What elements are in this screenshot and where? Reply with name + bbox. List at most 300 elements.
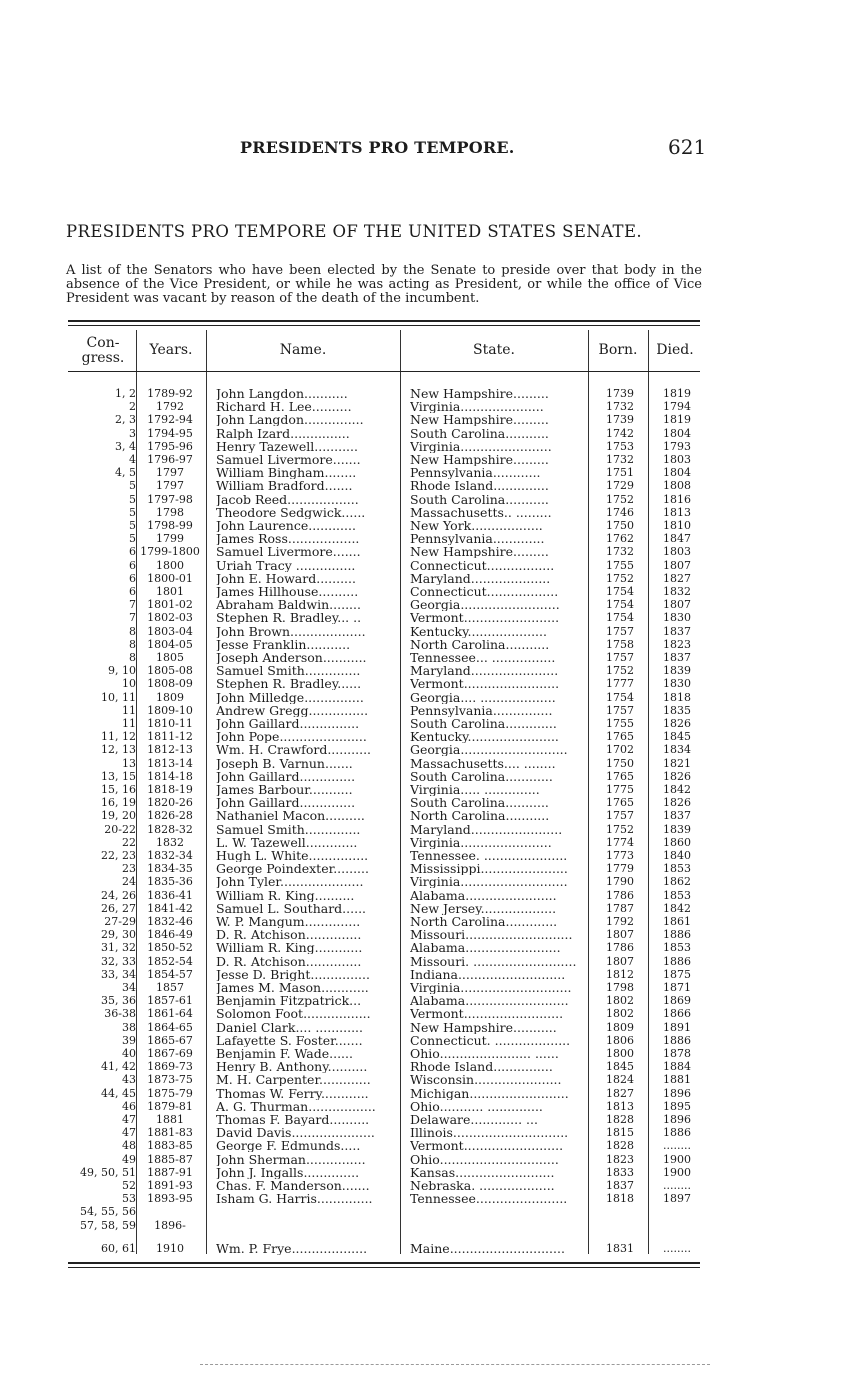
name-cell: Stephen R. Bradley... ..	[216, 611, 362, 625]
died-cell: 1853	[663, 888, 691, 902]
congress-cell: 11	[122, 703, 136, 717]
died-cell: 1895	[663, 1099, 691, 1113]
congress-cell: 5	[129, 519, 136, 532]
congress-cell: 49, 50, 51	[80, 1165, 136, 1179]
years-cell: 1857-61	[147, 994, 193, 1008]
died-cell: 1886	[663, 1033, 691, 1047]
table-top-rule	[68, 320, 700, 322]
born-cell: 1800	[606, 1047, 634, 1060]
died-cell: 1847	[663, 532, 691, 546]
died-cell: 1834	[663, 743, 691, 757]
years-cell: 1852-54	[147, 954, 193, 968]
born-cell: 1775	[606, 783, 634, 796]
congress-cell: 57, 58, 59	[80, 1218, 136, 1232]
born-cell: 1779	[606, 862, 634, 876]
name-cell: Hugh L. White...............	[216, 849, 369, 862]
years-cell: 1828-32	[147, 822, 193, 836]
years-cell: 1810-11	[147, 717, 193, 730]
congress-cell: 2, 3	[115, 413, 136, 427]
died-cell: 1884	[663, 1060, 691, 1074]
died-cell: 1835	[663, 703, 691, 717]
years-cell: 1879-81	[147, 1099, 193, 1113]
died-cell: 1842	[663, 783, 691, 796]
congress-cell: 46	[122, 1099, 136, 1113]
years-cell: 1881	[156, 1113, 184, 1126]
born-cell: 1739	[606, 387, 634, 400]
name-cell: D. R. Atchison..............	[216, 928, 362, 942]
died-cell: 1818	[663, 690, 691, 704]
state-cell: Alabama.......................	[410, 888, 557, 902]
name-cell: William Bradford.......	[216, 479, 353, 493]
years-cell: 1808-09	[147, 677, 193, 691]
state-cell: South Carolina.............	[410, 717, 557, 730]
state-cell: New Hampshire...........	[410, 1020, 557, 1034]
born-cell: 1757	[606, 703, 634, 717]
column-divider	[206, 330, 207, 1254]
died-cell: 1886	[663, 928, 691, 942]
state-cell: New Hampshire.........	[410, 453, 549, 466]
congress-cell: 10, 11	[101, 690, 136, 704]
died-cell: 1807	[663, 558, 691, 572]
years-cell: 1799	[156, 532, 184, 546]
born-cell: 1806	[606, 1033, 634, 1047]
died-cell: 1875	[663, 967, 691, 981]
state-cell: Georgia...........................	[410, 743, 568, 757]
header-congress: Con- gress.	[81, 335, 125, 366]
congress-cell: 38	[122, 1020, 136, 1034]
header-rule	[68, 371, 700, 372]
name-cell: John Milledge...............	[216, 690, 364, 704]
born-cell: 1765	[606, 796, 634, 810]
table-bottom-rule-inner	[68, 1267, 700, 1268]
state-cell: North Carolina...........	[410, 637, 550, 651]
state-cell: Pennsylvania.............	[410, 532, 545, 546]
died-cell: 1826	[663, 769, 691, 783]
died-cell: 1813	[663, 505, 691, 519]
born-cell: 1752	[606, 822, 634, 836]
born-cell: 1751	[606, 466, 634, 480]
died-cell: 1860	[663, 835, 691, 849]
congress-cell: 35, 36	[101, 994, 136, 1008]
name-cell: Solomon Foot.................	[216, 1007, 371, 1021]
congress-cell: 6	[129, 571, 136, 585]
died-cell: 1832	[663, 585, 691, 598]
congress-cell: 32, 33	[101, 954, 136, 968]
table-top-rule-inner	[68, 325, 700, 326]
born-cell: 1827	[606, 1086, 634, 1100]
congress-cell: 1, 2	[115, 387, 136, 400]
column-divider	[400, 330, 401, 1254]
page-title: PRESIDENTS PRO TEMPORE OF THE UNITED STATES SENATE.	[66, 222, 643, 241]
name-cell: William Bingham........	[216, 466, 357, 480]
name-cell: James Barbour...........	[216, 783, 353, 796]
died-cell: 1819	[663, 413, 691, 427]
congress-cell: 3, 4	[115, 439, 136, 453]
congress-cell: 6	[129, 545, 136, 559]
header-died: Died.	[656, 342, 694, 358]
years-cell: 1885-87	[147, 1152, 193, 1166]
congress-cell: 52	[122, 1179, 136, 1192]
name-cell: Samuel Smith..............	[216, 664, 361, 678]
died-cell: 1821	[663, 756, 691, 770]
state-cell: Virginia.......................	[410, 439, 552, 453]
born-cell: 1755	[606, 558, 634, 572]
died-cell: 1839	[663, 664, 691, 678]
born-cell: 1754	[606, 598, 634, 612]
name-cell: John J. Ingalls..............	[216, 1165, 360, 1179]
congress-cell: 22	[122, 835, 136, 849]
born-cell: 1758	[606, 637, 634, 651]
died-cell: 1896	[663, 1086, 691, 1100]
state-cell: Delaware............. ...	[410, 1113, 538, 1126]
name-cell: Henry Tazewell...........	[216, 439, 358, 453]
state-cell: Michigan.........................	[410, 1086, 569, 1100]
congress-cell: 8	[129, 624, 136, 638]
congress-cell: 24	[122, 875, 136, 889]
name-cell: Abraham Baldwin........	[216, 598, 361, 612]
died-cell: 1830	[663, 677, 691, 691]
years-cell: 1910	[156, 1241, 184, 1255]
born-cell: 1824	[606, 1073, 634, 1087]
state-cell: Ohio..............................	[410, 1152, 559, 1166]
years-cell: 1797	[156, 466, 184, 480]
name-cell: L. W. Tazewell.............	[216, 835, 358, 849]
years-cell: 1792	[156, 400, 184, 414]
born-cell: 1750	[606, 756, 634, 770]
state-cell: South Carolina...........	[410, 796, 549, 810]
died-cell: 1840	[663, 849, 691, 862]
name-cell: Benjamin Fitzpatrick...	[216, 994, 362, 1008]
congress-cell: 13, 15	[101, 769, 136, 783]
years-cell: 1857	[156, 981, 184, 994]
congress-cell: 33, 34	[101, 967, 136, 981]
born-cell: 1750	[606, 519, 634, 532]
years-cell: 1869-73	[147, 1060, 193, 1074]
died-cell: 1871	[663, 981, 691, 994]
years-cell: 1864-65	[147, 1020, 193, 1034]
years-cell: 1811-12	[147, 730, 193, 744]
years-cell: 1794-95	[147, 426, 193, 440]
state-cell: Vermont........................	[410, 677, 560, 691]
name-cell: Ralph Izard...............	[216, 426, 350, 440]
died-cell: 1897	[663, 1192, 691, 1206]
died-cell: 1823	[663, 637, 691, 651]
state-cell: Missouri. ..........................	[410, 954, 577, 968]
years-cell: 1818-19	[147, 783, 193, 796]
years-cell: 1891-93	[147, 1179, 193, 1192]
died-cell: 1804	[663, 426, 691, 440]
born-cell: 1815	[606, 1126, 634, 1140]
born-cell: 1809	[606, 1020, 634, 1034]
years-cell: 1799-1800	[140, 545, 200, 559]
died-cell: 1866	[663, 1007, 691, 1021]
died-cell: 1803	[663, 453, 691, 466]
died-cell: 1827	[663, 571, 691, 585]
born-cell: 1754	[606, 690, 634, 704]
column-divider	[588, 330, 589, 1254]
years-cell: 1867-69	[147, 1047, 193, 1060]
born-cell: 1753	[606, 439, 634, 453]
born-cell: 1757	[606, 624, 634, 638]
congress-cell: 7	[129, 598, 136, 612]
years-cell: 1826-28	[147, 809, 193, 823]
state-cell: Virginia..... ..............	[410, 783, 540, 796]
header-name: Name.	[279, 342, 327, 358]
congress-cell: 8	[129, 637, 136, 651]
state-cell: Vermont.........................	[410, 1139, 564, 1153]
state-cell: New Hampshire.........	[410, 413, 549, 427]
years-cell: 1802-03	[147, 611, 193, 625]
born-cell: 1812	[606, 967, 634, 981]
years-cell: 1792-94	[147, 413, 193, 427]
name-cell: Thomas F. Bayard..........	[216, 1113, 370, 1126]
congress-cell: 20-22	[104, 822, 136, 836]
died-cell: 1826	[663, 796, 691, 810]
years-cell: 1798-99	[147, 519, 193, 532]
congress-cell: 4	[129, 453, 136, 466]
died-cell: 1810	[663, 519, 691, 532]
name-cell: Uriah Tracy ...............	[216, 558, 356, 572]
years-cell: 1861-64	[147, 1007, 193, 1021]
congress-cell: 9, 10	[108, 664, 136, 678]
name-cell: Richard H. Lee..........	[216, 400, 352, 414]
state-cell: Mississippi......................	[410, 862, 568, 876]
name-cell: Samuel Smith..............	[216, 822, 361, 836]
born-cell: 1732	[606, 545, 634, 559]
years-cell: 1803-04	[147, 624, 193, 638]
name-cell: Samuel Livermore.......	[216, 545, 361, 559]
name-cell: John Laurence............	[216, 519, 356, 532]
died-cell: 1837	[663, 651, 691, 664]
born-cell: 1802	[606, 994, 634, 1008]
name-cell: Jacob Reed..................	[216, 492, 359, 506]
header-state: State.	[473, 342, 515, 358]
years-cell: 1813-14	[147, 756, 193, 770]
years-cell: 1881-83	[147, 1126, 193, 1140]
died-cell: 1900	[663, 1152, 691, 1166]
died-cell: 1793	[663, 439, 691, 453]
name-cell: A. G. Thurman.................	[216, 1099, 376, 1113]
state-cell: Illinois.............................	[410, 1126, 569, 1140]
state-cell: Virginia.......................	[410, 835, 552, 849]
congress-cell: 5	[129, 505, 136, 519]
name-cell: James M. Mason............	[216, 981, 369, 994]
state-cell: Alabama..........................	[410, 994, 569, 1008]
state-cell: Kentucky....................	[410, 624, 547, 638]
died-cell: 1886	[663, 954, 691, 968]
congress-cell: 7	[129, 611, 136, 625]
born-cell: 1746	[606, 505, 634, 519]
born-cell: 1833	[606, 1165, 634, 1179]
died-cell: 1881	[663, 1073, 691, 1087]
state-cell: Tennessee.......................	[410, 1192, 568, 1206]
born-cell: 1831	[606, 1241, 634, 1255]
congress-cell: 27-29	[104, 915, 136, 928]
died-cell: 1816	[663, 492, 691, 506]
running-title: PRESIDENTS PRO TEMPORE.	[240, 138, 515, 157]
congress-cell: 4, 5	[115, 466, 136, 480]
state-cell: Tennessee... ................	[410, 651, 556, 664]
congress-cell: 15, 16	[101, 783, 136, 796]
born-cell: 1813	[606, 1099, 634, 1113]
years-cell: 1834-35	[147, 862, 193, 876]
years-cell: 1805-08	[147, 664, 193, 678]
congress-cell: 49	[122, 1152, 136, 1166]
state-cell: North Carolina...........	[410, 809, 550, 823]
column-divider	[136, 330, 137, 1254]
name-cell: Theodore Sedgwick......	[216, 505, 366, 519]
years-cell: 1812-13	[147, 743, 193, 757]
born-cell: 1754	[606, 585, 634, 598]
congress-cell: 2	[129, 400, 136, 414]
name-cell: William R. King............	[216, 941, 363, 955]
name-cell: Samuel Livermore.......	[216, 453, 361, 466]
name-cell: John Sherman...............	[216, 1152, 366, 1166]
state-cell: Tennessee. .....................	[410, 849, 568, 862]
years-cell: 1805	[156, 651, 184, 664]
born-cell: 1787	[606, 901, 634, 915]
state-cell: Rhode Island..............	[410, 479, 549, 493]
years-cell: 1804-05	[147, 637, 193, 651]
state-cell: Massachusetts.... ........	[410, 756, 556, 770]
congress-cell: 54, 55, 56	[80, 1205, 136, 1219]
died-cell: 1862	[663, 875, 691, 889]
years-cell: 1832-34	[147, 849, 193, 862]
years-cell: 1841-42	[147, 901, 193, 915]
died-cell: 1842	[663, 901, 691, 915]
state-cell: Vermont........................	[410, 611, 560, 625]
congress-cell: 10	[122, 677, 136, 691]
congress-cell: 34	[122, 981, 136, 994]
died-cell: ........	[663, 1179, 691, 1192]
footer-divider	[200, 1364, 710, 1365]
congress-cell: 5	[129, 532, 136, 546]
state-cell: Pennsylvania...............	[410, 703, 553, 717]
years-cell: 1797	[156, 479, 184, 493]
name-cell: Chas. F. Manderson.......	[216, 1179, 370, 1192]
born-cell: 1828	[606, 1139, 634, 1153]
years-cell: 1865-67	[147, 1033, 193, 1047]
state-cell: Missouri...........................	[410, 928, 573, 942]
died-cell: 1803	[663, 545, 691, 559]
state-cell: New Hampshire.........	[410, 545, 549, 559]
congress-cell: 8	[129, 651, 136, 664]
name-cell: George F. Edmunds.....	[216, 1139, 361, 1153]
congress-cell: 41, 42	[101, 1060, 136, 1074]
born-cell: 1773	[606, 849, 634, 862]
born-cell: 1777	[606, 677, 634, 691]
header-years: Years.	[149, 342, 193, 358]
born-cell: 1765	[606, 769, 634, 783]
years-cell: 1797-98	[147, 492, 193, 506]
born-cell: 1702	[606, 743, 634, 757]
died-cell: ........	[663, 1139, 691, 1153]
born-cell: 1757	[606, 651, 634, 664]
state-cell: Kansas.........................	[410, 1165, 555, 1179]
name-cell: Samuel L. Southard......	[216, 901, 367, 915]
years-cell: 1809-10	[147, 703, 193, 717]
state-cell: Maine.............................	[410, 1241, 565, 1255]
years-cell: 1873-75	[147, 1073, 193, 1087]
born-cell: 1790	[606, 875, 634, 889]
state-cell: Wisconsin......................	[410, 1073, 562, 1087]
died-cell: 1804	[663, 466, 691, 480]
born-cell: 1762	[606, 532, 634, 546]
died-cell: 1837	[663, 624, 691, 638]
state-cell: Georgia.........................	[410, 598, 560, 612]
name-cell: James Hillhouse..........	[216, 585, 359, 598]
name-cell: Wm. H. Crawford...........	[216, 743, 372, 757]
name-cell: Joseph B. Varnun.......	[216, 756, 353, 770]
state-cell: North Carolina.............	[410, 915, 558, 928]
state-cell: Maryland....................	[410, 571, 551, 585]
congress-cell: 5	[129, 479, 136, 493]
died-cell: 1896	[663, 1113, 691, 1126]
state-cell: Virginia.....................	[410, 400, 544, 414]
congress-cell: 13	[122, 756, 136, 770]
years-cell: 1893-95	[147, 1192, 193, 1206]
state-cell: New Jersey...................	[410, 901, 557, 915]
name-cell: Thomas W. Ferry............	[216, 1086, 369, 1100]
name-cell: Isham G. Harris..............	[216, 1192, 373, 1206]
years-cell: 1814-18	[147, 769, 193, 783]
died-cell: 1808	[663, 479, 691, 493]
died-cell: 1853	[663, 941, 691, 955]
congress-cell: 43	[122, 1073, 136, 1087]
name-cell: W. P. Mangum..............	[216, 915, 361, 928]
name-cell: Andrew Gregg...............	[216, 703, 369, 717]
congress-cell: 47	[122, 1126, 136, 1140]
name-cell: John Tyler.....................	[216, 875, 364, 889]
name-cell: George Poindexter.........	[216, 862, 369, 876]
state-cell: Connecticut..................	[410, 585, 559, 598]
name-cell: Joseph Anderson...........	[216, 651, 367, 664]
died-cell: 1807	[663, 598, 691, 612]
congress-cell: 22, 23	[101, 849, 136, 862]
years-cell: 1796-97	[147, 453, 193, 466]
born-cell: 1823	[606, 1152, 634, 1166]
years-cell: 1809	[156, 690, 184, 704]
died-cell: ........	[663, 1241, 691, 1255]
state-cell: Maryland......................	[410, 664, 559, 678]
died-cell: 1853	[663, 862, 691, 876]
name-cell: Nathaniel Macon..........	[216, 809, 365, 823]
born-cell: 1786	[606, 941, 634, 955]
state-cell: New York..................	[410, 519, 543, 532]
name-cell: D. R. Atchison..............	[216, 954, 362, 968]
born-cell: 1818	[606, 1192, 634, 1206]
state-cell: Rhode Island...............	[410, 1060, 553, 1074]
name-cell: David Davis.....................	[216, 1126, 375, 1140]
state-cell: Connecticut.................	[410, 558, 555, 572]
died-cell: 1886	[663, 1126, 691, 1140]
state-cell: New Hampshire.........	[410, 387, 549, 400]
born-cell: 1845	[606, 1060, 634, 1074]
name-cell: Henry B. Anthony..........	[216, 1060, 368, 1074]
state-cell: Pennsylvania............	[410, 466, 541, 480]
years-cell: 1875-79	[147, 1086, 193, 1100]
state-cell: Massachusetts.. .........	[410, 505, 552, 519]
born-cell: 1742	[606, 426, 634, 440]
born-cell: 1754	[606, 611, 634, 625]
born-cell: 1752	[606, 664, 634, 678]
congress-cell: 16, 19	[101, 796, 136, 810]
years-cell: 1887-91	[147, 1165, 193, 1179]
died-cell: 1837	[663, 809, 691, 823]
born-cell: 1792	[606, 915, 634, 928]
born-cell: 1755	[606, 717, 634, 730]
name-cell: John E. Howard..........	[216, 571, 356, 585]
